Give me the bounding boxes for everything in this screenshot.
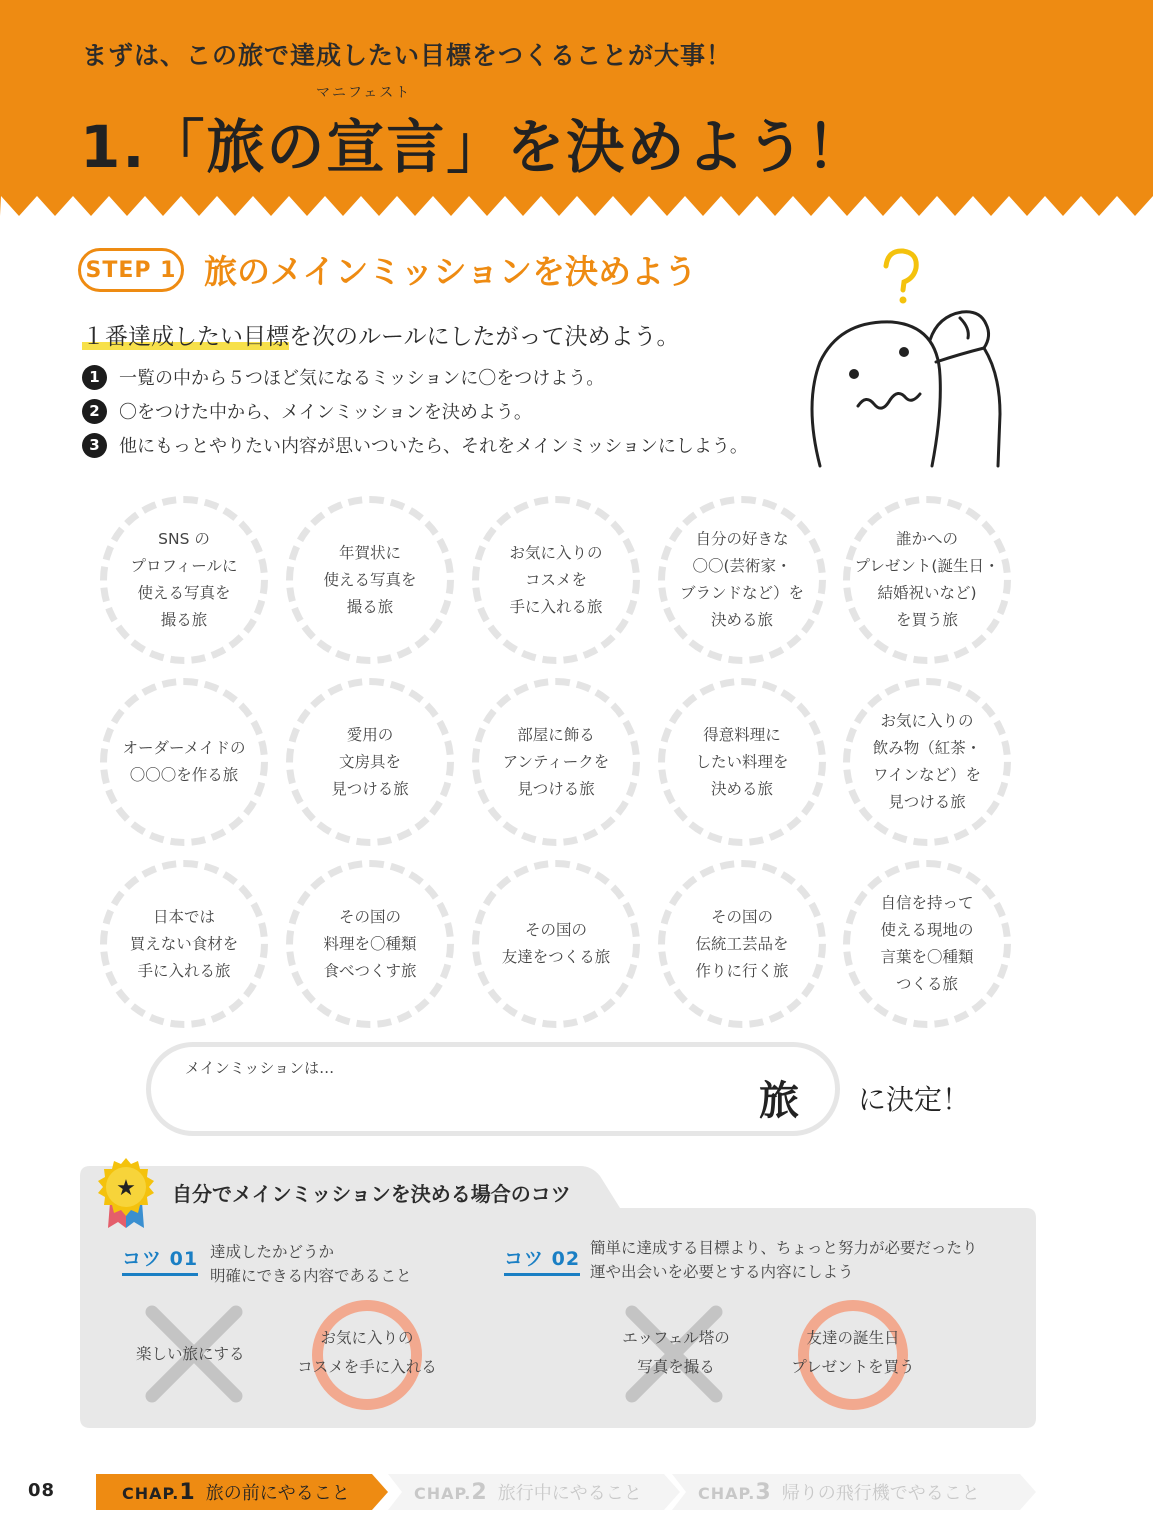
mission-text: その国の 友達をつくる旅: [501, 921, 611, 966]
answer-label: メインミッションは…: [185, 1059, 335, 1077]
mission-text: 部屋に飾る アンティークを 見つける旅: [502, 725, 610, 798]
tip-01-label: コツ 01: [122, 1244, 198, 1276]
mission-circle[interactable]: [286, 860, 454, 1028]
chapter-code: CHAP.1: [122, 1479, 196, 1505]
mission-text: お気に入りの コスメを 手に入れる旅: [509, 543, 603, 616]
page-title: 1.「旅の宣言」を決めよう！: [80, 113, 867, 181]
mission-text: SNS の プロフィールに 使える写真を 撮る旅: [130, 530, 238, 629]
svg-text:★: ★: [116, 1176, 136, 1201]
tip-text-line: 運や出会いを必要とする内容にしよう: [590, 1263, 854, 1281]
tip-text-line: 明確にできる内容であること: [210, 1267, 412, 1285]
star-medal-icon: [94, 1156, 158, 1234]
rule-text: 〇をつけた中から、メインミッションを決めよう。: [119, 402, 532, 423]
mission-circle[interactable]: [100, 860, 268, 1028]
mission-circle[interactable]: [100, 496, 268, 664]
chapter-name: 旅行中にやること: [497, 1483, 642, 1504]
rule-list: [82, 360, 748, 462]
tip-text-line: 達成したかどうか: [210, 1243, 335, 1261]
mission-circle[interactable]: [843, 860, 1011, 1028]
rule-lead-rest: を次のルールにしたがって決めよう。: [289, 324, 680, 350]
mission-circle[interactable]: [472, 860, 640, 1028]
mission-text: 自分の好きな 〇〇(芸術家・ ブランドなど）を 決める旅: [679, 530, 804, 629]
ok-example-line: お気に入りの: [320, 1329, 414, 1347]
rule-number-badge: 3: [82, 433, 107, 458]
question-mark-icon: [800, 244, 1040, 474]
rule-lead: [82, 318, 680, 351]
answer-suffix: 旅: [759, 1078, 799, 1124]
ok-example-line: コスメを手に入れる: [297, 1358, 437, 1376]
rule-item: [82, 360, 748, 394]
tip-text-line: 簡単に達成する目標より、ちょっと努力が必要だったり: [590, 1239, 978, 1257]
chapter-code: CHAP.3: [698, 1479, 772, 1505]
page-subtitle: まずは、この旅で達成したい目標をつくることが大事！: [82, 41, 733, 70]
mission-circle[interactable]: [286, 496, 454, 664]
mission-text: 誰かへの プレゼント(誕生日・ 結婚祝いなど) を買う旅: [854, 530, 1000, 629]
chapter-tab-3[interactable]: [672, 1474, 1036, 1510]
ok-example-line: 友達の誕生日: [806, 1329, 900, 1347]
mission-circle[interactable]: [843, 678, 1011, 846]
chapter-code: CHAP.2: [414, 1479, 488, 1505]
rule-number-badge: 1: [82, 365, 107, 390]
mission-circle[interactable]: [658, 496, 826, 664]
rule-item: [82, 394, 748, 428]
tip-02-text: [590, 1236, 978, 1284]
mission-text: 年賀状に 使える写真を 撮る旅: [323, 543, 417, 616]
tip-01-text: [210, 1240, 412, 1288]
rule-item: [82, 428, 748, 462]
main-mission-answer-field[interactable]: [146, 1042, 840, 1136]
step-badge: STEP 1: [78, 248, 184, 292]
mission-text: オーダーメイドの 〇〇〇を作る旅: [122, 739, 246, 784]
ng-example-line: 写真を撮る: [637, 1358, 715, 1376]
tip-02-label: コツ 02: [504, 1244, 580, 1276]
mission-text: 日本では 買えない食材を 手に入れる旅: [129, 907, 239, 980]
tip-02-ok-example: [780, 1324, 926, 1382]
rule-text: 一覧の中から５つほど気になるミッションに〇をつけよう。: [119, 368, 605, 389]
mission-text: その国の 伝統工芸品を 作りに行く旅: [695, 907, 789, 980]
tips-title: 自分でメインミッションを決める場合のコツ: [172, 1182, 571, 1206]
mission-text: 自信を持って 使える現地の 言葉を〇種類 つくる旅: [880, 894, 974, 993]
mission-circle[interactable]: [100, 678, 268, 846]
rule-text: 他にもっとやりたい内容が思いついたら、それをメインミッションにしよう。: [119, 436, 748, 457]
rule-lead-highlight: １番達成したい目標: [82, 324, 289, 350]
mission-circle[interactable]: [472, 678, 640, 846]
ok-example-line: プレゼントを買う: [791, 1358, 915, 1376]
thinking-character-illustration: [800, 244, 1040, 478]
rule-number-badge: 2: [82, 399, 107, 424]
mission-circle[interactable]: [658, 678, 826, 846]
mission-text: 得意料理に したい料理を 決める旅: [695, 725, 789, 798]
chapter-tab-1[interactable]: [96, 1474, 388, 1510]
mission-circle[interactable]: [286, 678, 454, 846]
chapter-name: 帰りの飛行機でやること: [781, 1483, 980, 1504]
answer-decided-text: に決定！: [858, 1083, 971, 1116]
mission-circle[interactable]: [843, 496, 1011, 664]
mission-circle[interactable]: [658, 860, 826, 1028]
mission-text: その国の 料理を〇種類 食べつくす旅: [323, 907, 417, 980]
mission-text: 愛用の 文房具を 見つける旅: [331, 725, 409, 798]
tip-01-ok-example: [292, 1324, 442, 1382]
chapter-tab-2[interactable]: [388, 1474, 680, 1510]
tip-02-ng-example: [604, 1324, 748, 1382]
chapter-name: 旅の前にやること: [205, 1483, 350, 1504]
mission-circle[interactable]: [472, 496, 640, 664]
mission-text: お気に入りの 飲み物（紅茶・ ワインなど）を 見つける旅: [872, 712, 982, 811]
title-ruby: マニフェスト: [316, 85, 412, 101]
ng-example-line: エッフェル塔の: [622, 1329, 730, 1347]
page-number: 08: [28, 1480, 56, 1501]
step-title: 旅のメインミッションを決めよう: [204, 252, 698, 291]
tip-01-ng-example: 楽しい旅にする: [136, 1345, 245, 1363]
